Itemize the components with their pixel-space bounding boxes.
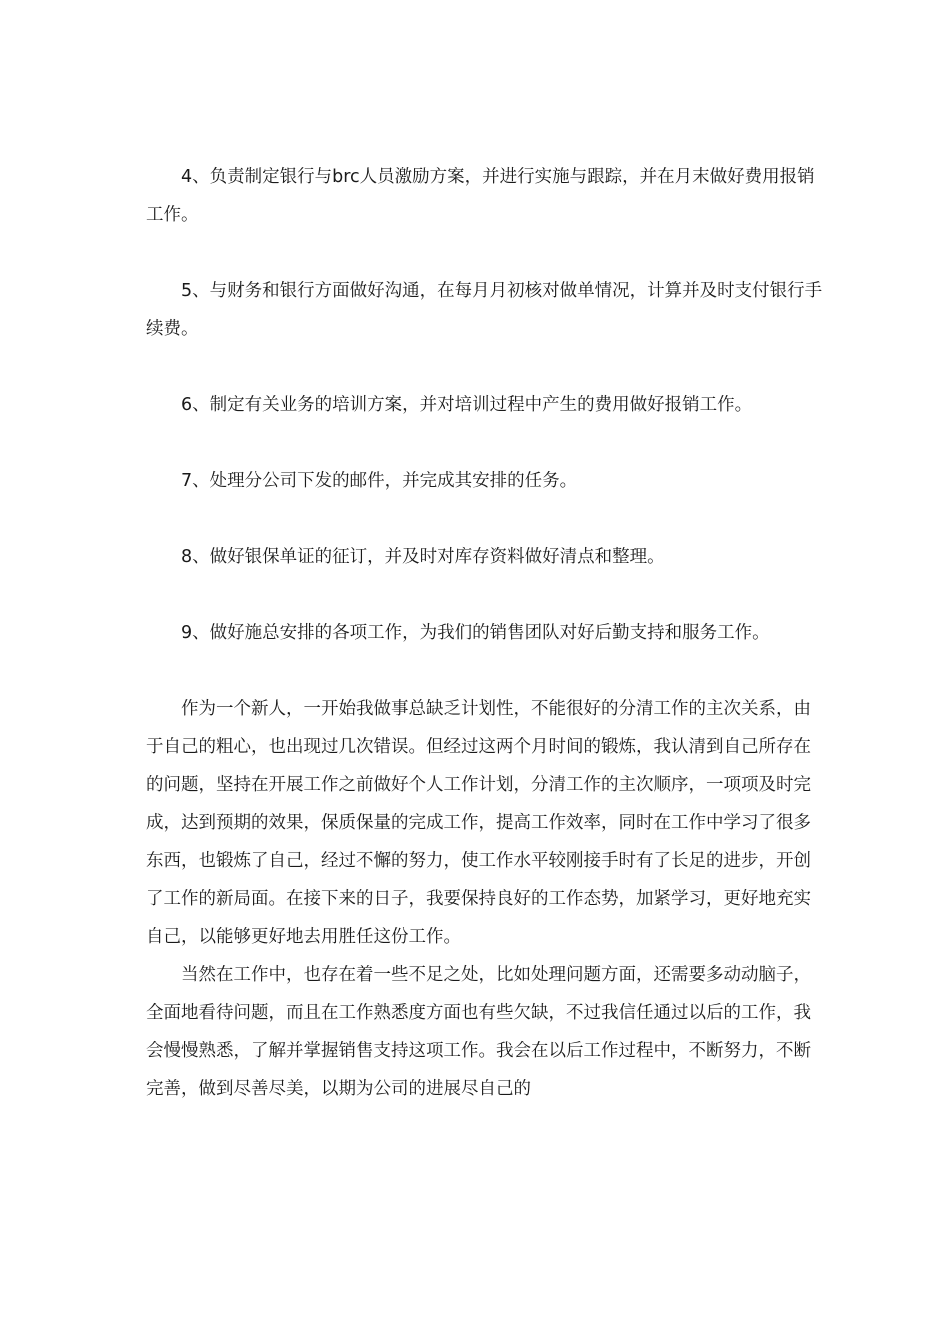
list-item-4: 4、负责制定银行与brc人员激励方案，并进行实施与跟踪，并在月末做好费用报销工作。 xyxy=(146,167,815,225)
list-item-9: 9、做好施总安排的各项工作，为我们的销售团队对好后勤支持和服务工作。 xyxy=(181,623,770,643)
list-item-7: 7、处理分公司下发的邮件，并完成其安排的任务。 xyxy=(181,471,578,491)
list-item-6: 6、制定有关业务的培训方案，并对培训过程中产生的费用做好报销工作。 xyxy=(181,395,753,415)
list-item-5: 5、与财务和银行方面做好沟通，在每月月初核对做单情况，计算并及时支付银行手续费。 xyxy=(146,281,823,339)
list-item-8: 8、做好银保单证的征订，并及时对库存资料做好清点和整理。 xyxy=(181,547,665,567)
paragraph-shortcomings: 当然在工作中，也存在着一些不足之处，比如处理问题方面，还需要多动动脑子，全面地看待问题，而且在工作熟悉度方面也有些欠缺，不过我信任通过以后的工作，我会慢慢熟悉，了解并掌握销售支持这项工作。我会在以后工作过程中，不断努力，不断完善，做到尽善尽美，以期为公司的进展尽自己的 xyxy=(146,965,811,1099)
document-body xyxy=(146,158,826,1108)
paragraph-self-review: 作为一个新人，一开始我做事总缺乏计划性，不能很好的分清工作的主次关系，由于自己的粗心，也出现过几次错误。但经过这两个月时间的锻炼，我认清到自己所存在的问题，坚持在开展工作之前做好个人工作计划，分清工作的主次顺序，一项项及时完成，达到预期的效果，保质保量的完成工作，提高工作效率，同时在工作中学习了很多东西，也锻炼了自己，经过不懈的努力，使工作水平较刚接手时有了长足的进步，开创了工作的新局面。在接下来的日子，我要保持良好的工作态势，加紧学习，更好地充实自己，以能够更好地去用胜任这份工作。 xyxy=(146,699,811,947)
